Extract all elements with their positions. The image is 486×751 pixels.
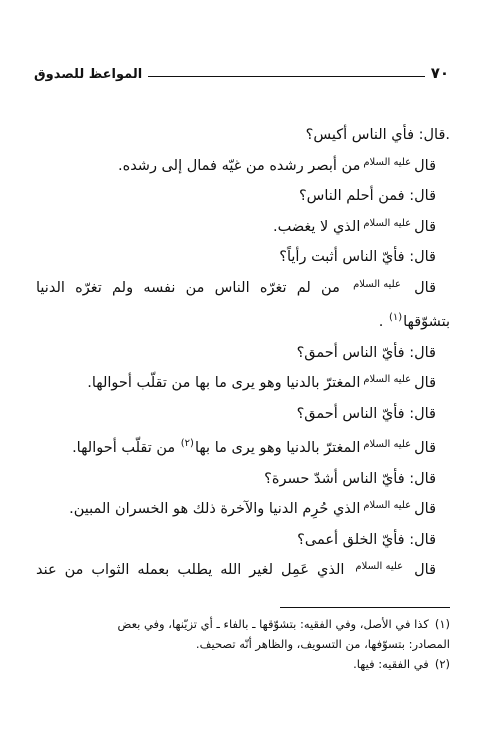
text-line: بتشوّقها$^{(١)}$ .: [378, 312, 450, 330]
honorific-glyph: عليه السلام: [363, 374, 412, 385]
honorific-glyph: عليه السلام: [363, 156, 412, 168]
honorific-glyph: عليه السلام: [355, 561, 404, 572]
text-line: قالعليه السلاممن أبصر رشده من غيّه فمال إلى رشده.: [117, 156, 436, 174]
text-line: قال: فأيّ الناس أشدّ حسرة؟: [264, 470, 436, 487]
footnote-number: (١): [434, 617, 450, 631]
footnote-continuation: المصادر: بتسوّفها، من التسويف، والظاهر أنّه تصحيف.: [195, 637, 450, 651]
page-header: [34, 60, 449, 82]
honorific-glyph: عليه السلام: [363, 217, 412, 229]
footnote-marker: (١): [388, 312, 403, 323]
running-title: المواعظ للصدوق: [34, 67, 143, 82]
text-line: قالعليه السلامالذي لا يغضب.: [273, 217, 436, 235]
honorific-glyph: عليه السلام: [353, 278, 401, 290]
footnote-number: (٢): [434, 657, 450, 671]
text-line: قال: فأيّ الناس أحمق؟: [296, 344, 436, 361]
page-number: ٧٠: [430, 64, 449, 82]
honorific-glyph: عليه السلام: [363, 500, 412, 511]
text-line: قال عليه السلام من لم تغرّه الناس من نفسه ولم تغرّه الدنيا: [36, 278, 436, 296]
footnote-separator: [280, 607, 450, 608]
honorific-glyph: عليه السلام: [363, 439, 412, 450]
text-line: قال: فأيّ الناس أثبت رأياً؟: [279, 249, 436, 265]
text-line: قال عليه السلام الذي عَمِل لغير الله يطلب بعمله الثواب من عند: [36, 561, 437, 578]
text-line: قالعليه السلامالذي حُرِم الدنيا والآخرة ذلك هو الخسران المبين.: [69, 500, 436, 517]
footnotes: [28, 614, 450, 674]
text-line: قالعليه السلامالمغترّ بالدنيا وهو يرى ما بها$^{(٢)}$ من تقلّب أحوالها.: [72, 438, 436, 456]
text-line: قال: فأيّ الخلق أعمى؟: [297, 531, 436, 548]
header-rule: [148, 76, 424, 77]
main-text: [36, 120, 450, 586]
footnote: (١)كذا في الأصل، وفي الفقيه: بتشوّقها ـ بالفاء ـ أي تزيّنها، وفي بعض: [117, 617, 450, 631]
text-line: قالعليه السلامالمغترّ بالدنيا وهو يرى ما بها من تقلّب أحوالها.: [87, 374, 436, 391]
footnote: (٢)في الفقيه: فيها.: [353, 657, 450, 671]
text-line: قال: فمن أحلم الناس؟: [298, 188, 436, 204]
text-line: قال: فأيّ الناس أحمق؟: [296, 405, 436, 422]
text-line: .قال: فأي الناس أكيس؟: [305, 127, 450, 143]
footnote-marker: (٢): [180, 438, 194, 449]
